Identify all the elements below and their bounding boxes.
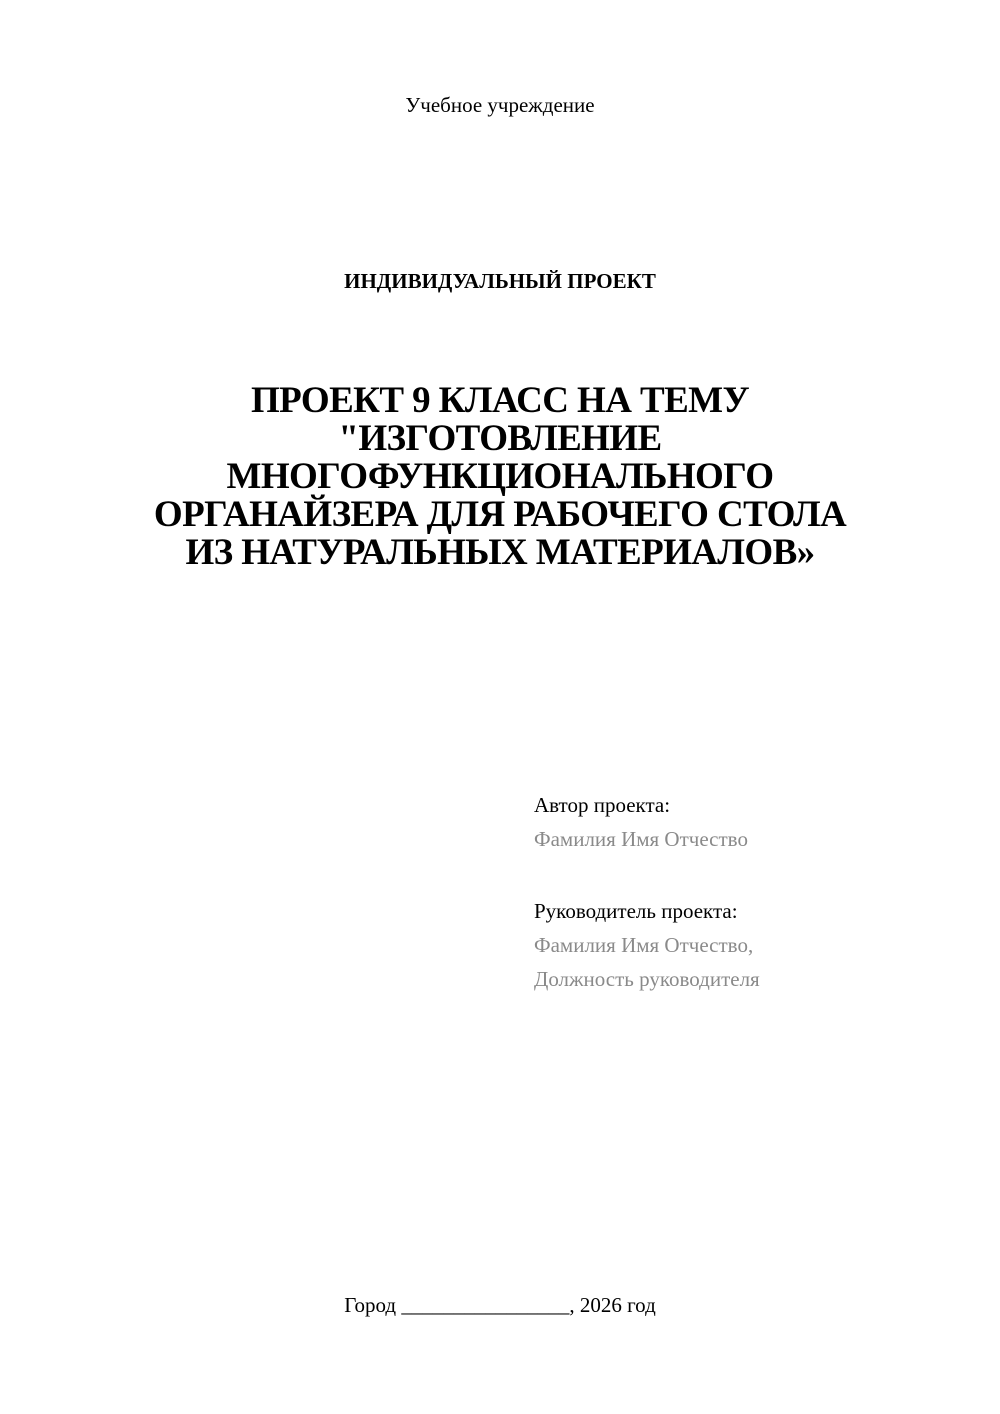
title-line: "ИЗГОТОВЛЕНИЕ <box>338 418 662 459</box>
institution-name: Учебное учреждение <box>405 93 595 117</box>
project-title <box>0 382 1000 572</box>
title-line: ОРГАНАЙЗЕРА ДЛЯ РАБОЧЕГО СТОЛА <box>153 494 847 535</box>
supervisor-position: Должность руководителя <box>534 967 760 991</box>
title-line: ПРОЕКТ 9 КЛАСС НА ТЕМУ <box>250 380 750 421</box>
title-line: МНОГОФУНКЦИОНАЛЬНОГО <box>226 456 774 497</box>
city-year: Город ________________, 2026 год <box>344 1293 656 1317</box>
author-name: Фамилия Имя Отчество <box>534 827 748 851</box>
title-line: ИЗ НАТУРАЛЬНЫХ МАТЕРИАЛОВ» <box>185 532 815 573</box>
supervisor-name: Фамилия Имя Отчество, <box>534 933 754 957</box>
project-type: ИНДИВИДУАЛЬНЫЙ ПРОЕКТ <box>344 269 656 293</box>
author-label: Автор проекта: <box>534 793 671 817</box>
supervisor-label: Руководитель проекта: <box>534 899 738 923</box>
